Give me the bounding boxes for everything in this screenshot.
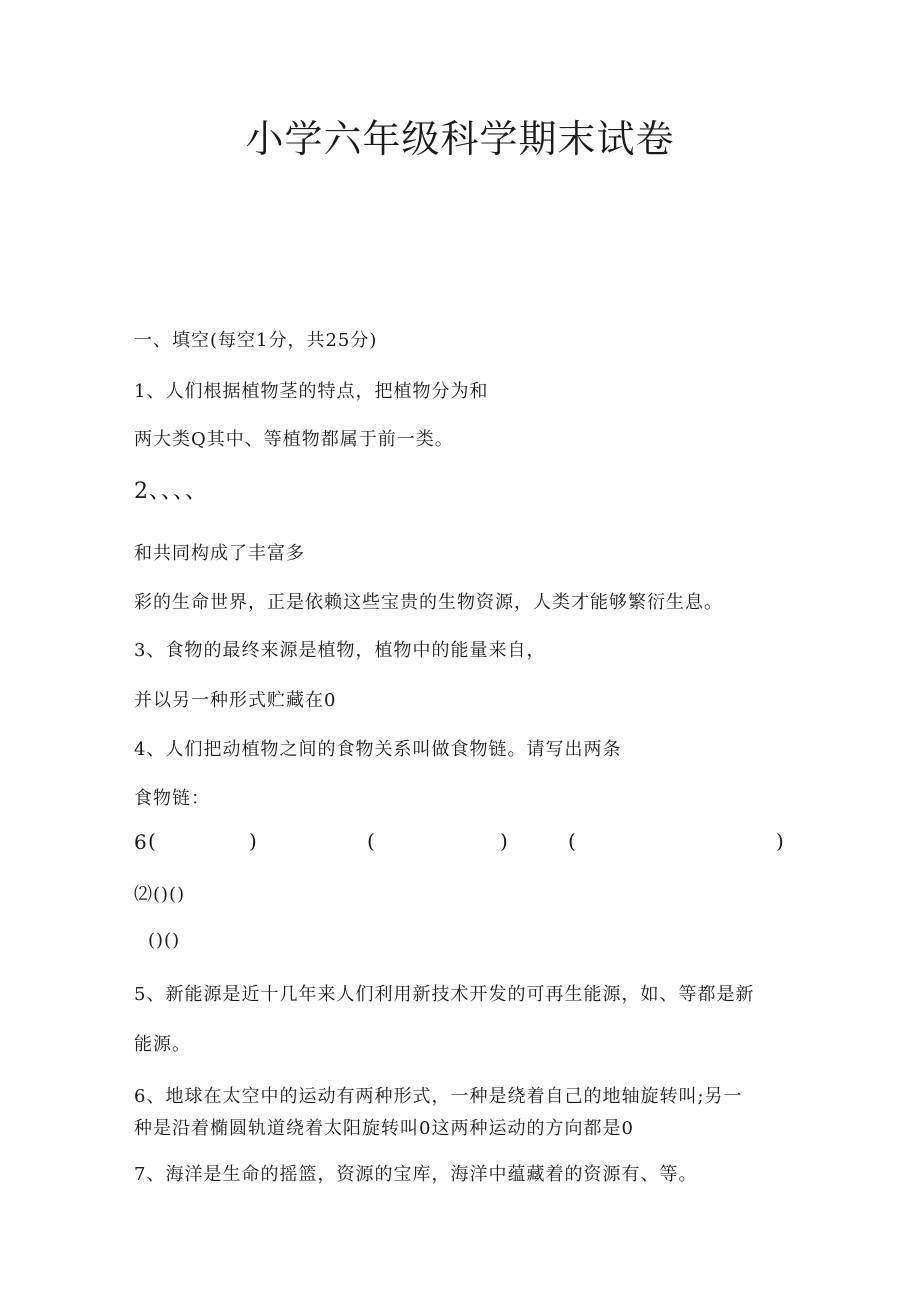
- food-chain-2-line-1: ⑵()(): [134, 884, 186, 905]
- food-chain-blank-2-close: ): [500, 829, 508, 853]
- food-chain-blank-2-open: (: [367, 829, 375, 853]
- question-5-line-2: 能源。: [134, 1034, 191, 1055]
- question-1-line-2: 两大类Q其中、等植物都属于前一类。: [134, 429, 454, 450]
- question-6-line-1: 6、地球在太空中的运动有两种形式，一种是绕着自己的地轴旋转叫;另一: [134, 1086, 743, 1107]
- food-chain-blank-1-open: (: [148, 829, 156, 853]
- question-2-line-2: 和共同构成了丰富多: [134, 543, 305, 564]
- question-1-line-1: 1、人们根据植物茎的特点，把植物分为和: [134, 381, 489, 402]
- food-chain-1-number: 6: [134, 830, 148, 854]
- food-chain-blank-3-open: (: [568, 829, 576, 853]
- page-title: 小学六年级科学期末试卷: [245, 117, 675, 161]
- food-chain-blank-3-close: ): [776, 829, 784, 853]
- food-chain-blank-1-close: ): [249, 829, 257, 853]
- section-heading: 一、填空(每空1分，共25分): [134, 330, 378, 351]
- question-3-line-1: 3、食物的最终来源是植物，植物中的能量来自，: [134, 640, 546, 661]
- food-chain-2-line-2: ()(): [148, 930, 181, 951]
- question-2-line-1: 2、、、、: [134, 479, 208, 504]
- question-3-line-2: 并以另一种形式贮藏在0: [134, 690, 337, 711]
- question-6-line-2: 种是沿着椭圆轨道绕着太阳旋转叫0这两种运动的方向都是0: [134, 1118, 634, 1139]
- question-2-line-3: 彩的生命世界，正是依赖这些宝贵的生物资源，人类才能够繁衍生息。: [134, 592, 723, 613]
- question-4-line-2: 食物链：: [134, 788, 210, 809]
- question-4-line-1: 4、人们把动植物之间的食物关系叫做食物链。请写出两条: [134, 739, 622, 760]
- question-7-line-1: 7、海洋是生命的摇篮，资源的宝库，海洋中蕴藏着的资源有、等。: [134, 1164, 698, 1185]
- question-5-line-1: 5、新能源是近十几年来人们利用新技术开发的可再生能源，如、等都是新: [134, 984, 755, 1005]
